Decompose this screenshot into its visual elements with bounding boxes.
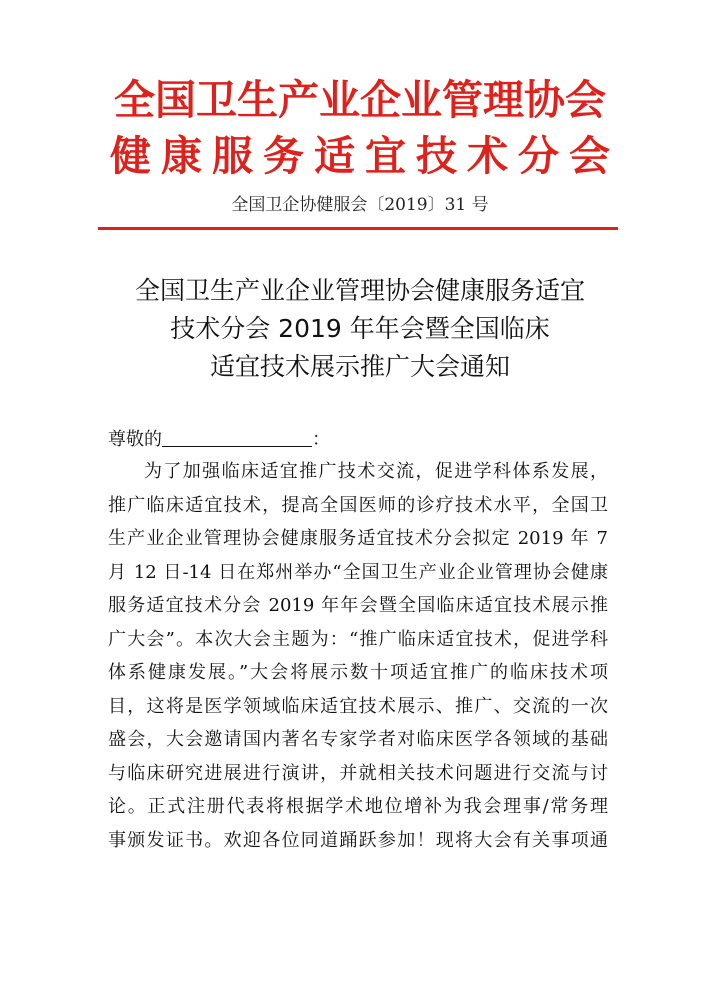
body-line: 事颁发证书。欢迎各位同道踊跃参加！现将大会有关事项通 — [108, 829, 608, 851]
body-line: 服务适宜技术分会 2019 年年会暨全国临床适宜技术展示推 — [108, 595, 608, 616]
body-line: 论。正式注册代表将根据学术地位增补为我会理事/常务理 — [108, 796, 608, 817]
body-line: 体系健康发展。”大会将展示数十项适宜推广的临床技术项 — [108, 662, 608, 683]
title-line-1: 全国卫生产业企业管理协会健康服务适宜 — [134, 276, 585, 305]
body-line: 目，这将是医学领域临床适宜技术展示、推广、交流的一次 — [108, 695, 608, 717]
body-line: 盛会，大会邀请国内著名专家学者对临床医学各领域的基础 — [108, 729, 608, 750]
notice-body — [108, 455, 608, 857]
red-divider-rule — [98, 227, 618, 230]
body-line: 为了加强临床适宜推广技术交流，促进学科体系发展， — [144, 461, 608, 482]
title-line-2: 技术分会 2019 年年会暨全国临床 — [170, 314, 550, 343]
salutation — [108, 425, 330, 451]
org-name-line-2: 健康服务适宜技术分会 — [110, 132, 620, 180]
body-line: 与临床研究进展进行演讲，并就相关技术问题进行交流与讨 — [108, 762, 608, 784]
body-line: 生产业企业管理协会健康服务适宜技术分会拟定 2019 年 7 — [108, 528, 608, 549]
org-name-line-1: 全国卫生产业企业管理协会 — [114, 76, 606, 124]
salutation-prefix: 尊敬的 — [108, 429, 162, 450]
salutation-suffix: ： — [312, 429, 330, 450]
body-line: 推广临床适宜技术，提高全国医师的诊疗技术水平，全国卫 — [108, 494, 608, 516]
title-line-3: 适宜技术展示推广大会通知 — [209, 352, 510, 381]
recipient-blank-line — [162, 428, 312, 447]
body-line: 月 12 日-14 日在郑州举办“全国卫生产业企业管理协会健康 — [108, 561, 608, 583]
document-number: 全国卫企协健服会〔2019〕31 号 — [231, 195, 489, 215]
body-line: 广大会”。本次大会主题为：“推广临床适宜技术，促进学科 — [108, 628, 608, 650]
letterhead — [0, 72, 720, 184]
notice-title — [0, 272, 720, 386]
